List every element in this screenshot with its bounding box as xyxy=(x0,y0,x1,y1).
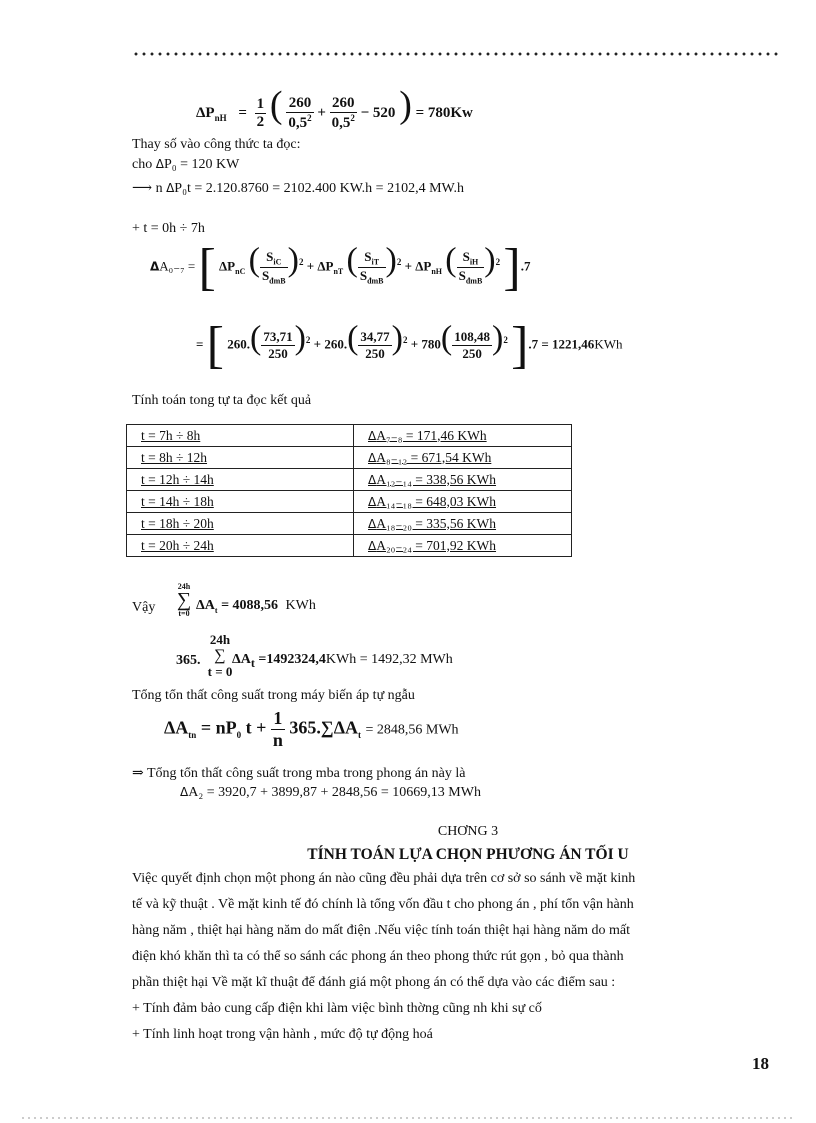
energy-loss-value: A₂₀₋₂₄ = 701,92 KWh xyxy=(376,537,497,553)
paragraph-line: + Tính đảm bảo cung cấp điện khi làm việc bình thờng cũng nh khi sự cố xyxy=(132,1001,542,1016)
energy-loss-cell xyxy=(354,535,572,557)
formula-delta-p-nh: $\Delta P_{nH}$ = $\frac{1}{2}$ ( $\frac{260}{0,5^2}$ + $\frac{260}{0,5^2}$ − 520 ) = 780Kw xyxy=(196,84,473,132)
footer-dotted-rule xyxy=(20,1117,796,1119)
energy-loss-cell xyxy=(354,491,572,513)
time-interval-cell: t = 18h ÷ 20h xyxy=(127,513,354,535)
table-row xyxy=(127,513,572,535)
delta-symbol: Δ xyxy=(368,494,377,509)
time-interval-cell: t = 7h ÷ 8h xyxy=(127,425,354,447)
time-interval-cell: t = 20h ÷ 24h xyxy=(127,535,354,557)
arrow-right-icon: ⟶ xyxy=(132,181,153,196)
delta-symbol: Δ xyxy=(368,538,377,553)
p0t-line: ⟶ n ΔP₀t = 2.120.8760 = 2102.400 KW.h = 2102,4 MW.h xyxy=(132,181,464,196)
energy-loss-value: A₁₈₋₂₀ = 335,56 KWh xyxy=(376,515,497,531)
paragraph-line: Việc quyết định chọn một phong án nào cũng đều phải dựa trên cơ sở so sánh về mặt kinh xyxy=(132,871,636,886)
chapter-label: CHƠNG 3 xyxy=(437,824,499,839)
paragraph-line: hàng năm , thiệt hại hàng năm do mất điện .Nếu việc tính toán thiệt hại hàng năm do mất xyxy=(132,923,631,938)
formula-delta-a-tn: $\Delta A_{tn} = nP_0$ t + $\frac{1}{n}$ $365.\sum\Delta A_t = 2848,56$ MWh xyxy=(164,708,459,750)
energy-loss-value: A₈₋₁₂ = 671,54 KWh xyxy=(376,449,492,465)
p0-line: cho ΔP₀ = 120 KW xyxy=(132,157,240,172)
energy-loss-value: A₁₄₋₁₈ = 648,03 KWh xyxy=(376,493,497,509)
energy-loss-cell xyxy=(354,513,572,535)
formula-delta-a-0-7-values: = [ 260.( $\frac{73,71}{250}$ )$^2$ + 260.( $\frac{34,77}{250}$ )$^2$ + 780( $\frac{108,48}{250}$ )$^2$ ].7 = 1221,46KWh xyxy=(196,317,623,374)
substitution-line: Thay số vào công thức ta đọc: xyxy=(132,137,301,152)
energy-loss-value: A₇₋₈ = 171,46 KWh xyxy=(376,427,487,443)
delta-symbol: Δ xyxy=(368,516,377,531)
paragraph-line: tế và kỹ thuật . Về mặt kinh tế đó chính là tổng vốn đầu t cho phong án , phí tổn vận hành xyxy=(132,897,634,912)
paragraph-line: + Tính linh hoạt trong vận hành , mức độ tự động hoá xyxy=(132,1027,433,1042)
sum-prefix: Vậy xyxy=(132,600,156,615)
conclusion-line: ⇒ Tổng tổn thất công suất trong mba trong phong án này là xyxy=(132,766,466,781)
chapter-title: TÍNH TOÁN LỰA CHỌN PHƯƠNG ÁN TỐI U xyxy=(307,846,629,863)
delta-symbol: Δ xyxy=(368,428,377,443)
conclusion-formula: ΔA₂ = 3920,7 + 3899,87 + 2848,56 = 10669,13 MWh xyxy=(180,785,481,800)
table-row xyxy=(127,491,572,513)
energy-loss-value: A₁₂₋₁₄ = 338,56 KWh xyxy=(376,471,497,487)
formula-delta-a-0-7: ΔA₀₋₇ = [ $\Delta P_{nC}$ ( $\frac{S_{iC}}{S_{đmB}}$ )$^2 + \Delta P_{nT}$ ( $\frac{S_{iT}}{S_{đmB}}$ )$^2 + \Delta P_{nH}$ ( $\frac{S_{iH}}{S_{đmB}}$ )$^2$ ].7 xyxy=(150,239,531,296)
energy-loss-cell xyxy=(354,469,572,491)
energy-loss-cell xyxy=(354,425,572,447)
time-interval-cell: t = 14h ÷ 18h xyxy=(127,491,354,513)
header-dotted-rule xyxy=(132,50,780,58)
time-interval-cell: t = 12h ÷ 14h xyxy=(127,469,354,491)
table-row xyxy=(127,469,572,491)
time-0-7-line: + t = 0h ÷ 7h xyxy=(132,221,205,236)
paragraph-line: điện khó khăn thì ta có thể so sánh các phong án theo phong thức rút gọn , bỏ qua thành xyxy=(132,949,624,964)
body-paragraph xyxy=(132,866,774,1048)
delta-symbol: Δ xyxy=(368,472,377,487)
total-loss-line: Tổng tổn thất công suất trong máy biến áp tự ngẫu xyxy=(132,688,415,703)
sum2-coef: 365. xyxy=(176,653,201,668)
results-table xyxy=(126,424,572,557)
paragraph-line: phần thiệt hại Về mặt kĩ thuật để đánh giá một phong án có thể dựa vào các điểm sau : xyxy=(132,975,616,990)
energy-loss-cell xyxy=(354,447,572,469)
table-row xyxy=(127,425,572,447)
page-number: 18 xyxy=(752,1054,769,1073)
table-row xyxy=(127,535,572,557)
implies-arrow-icon: ⇒ xyxy=(132,766,144,781)
time-interval-cell: t = 8h ÷ 12h xyxy=(127,447,354,469)
sum2-sigma: 24h ∑ t = 0 xyxy=(207,632,233,679)
similar-calc-line: Tính toán tong tự ta đọc kết quả xyxy=(132,393,312,408)
delta-symbol: Δ xyxy=(368,450,377,465)
sum1-expr: $\Delta A_t = 4088,56$ KWh xyxy=(196,598,316,615)
table-row xyxy=(127,447,572,469)
sum2-expr: $\Delta A_t =1492324,4KWh = 1492,32$ MWh xyxy=(232,652,453,670)
sum1-sigma: 24h ∑ t=0 xyxy=(176,582,192,618)
